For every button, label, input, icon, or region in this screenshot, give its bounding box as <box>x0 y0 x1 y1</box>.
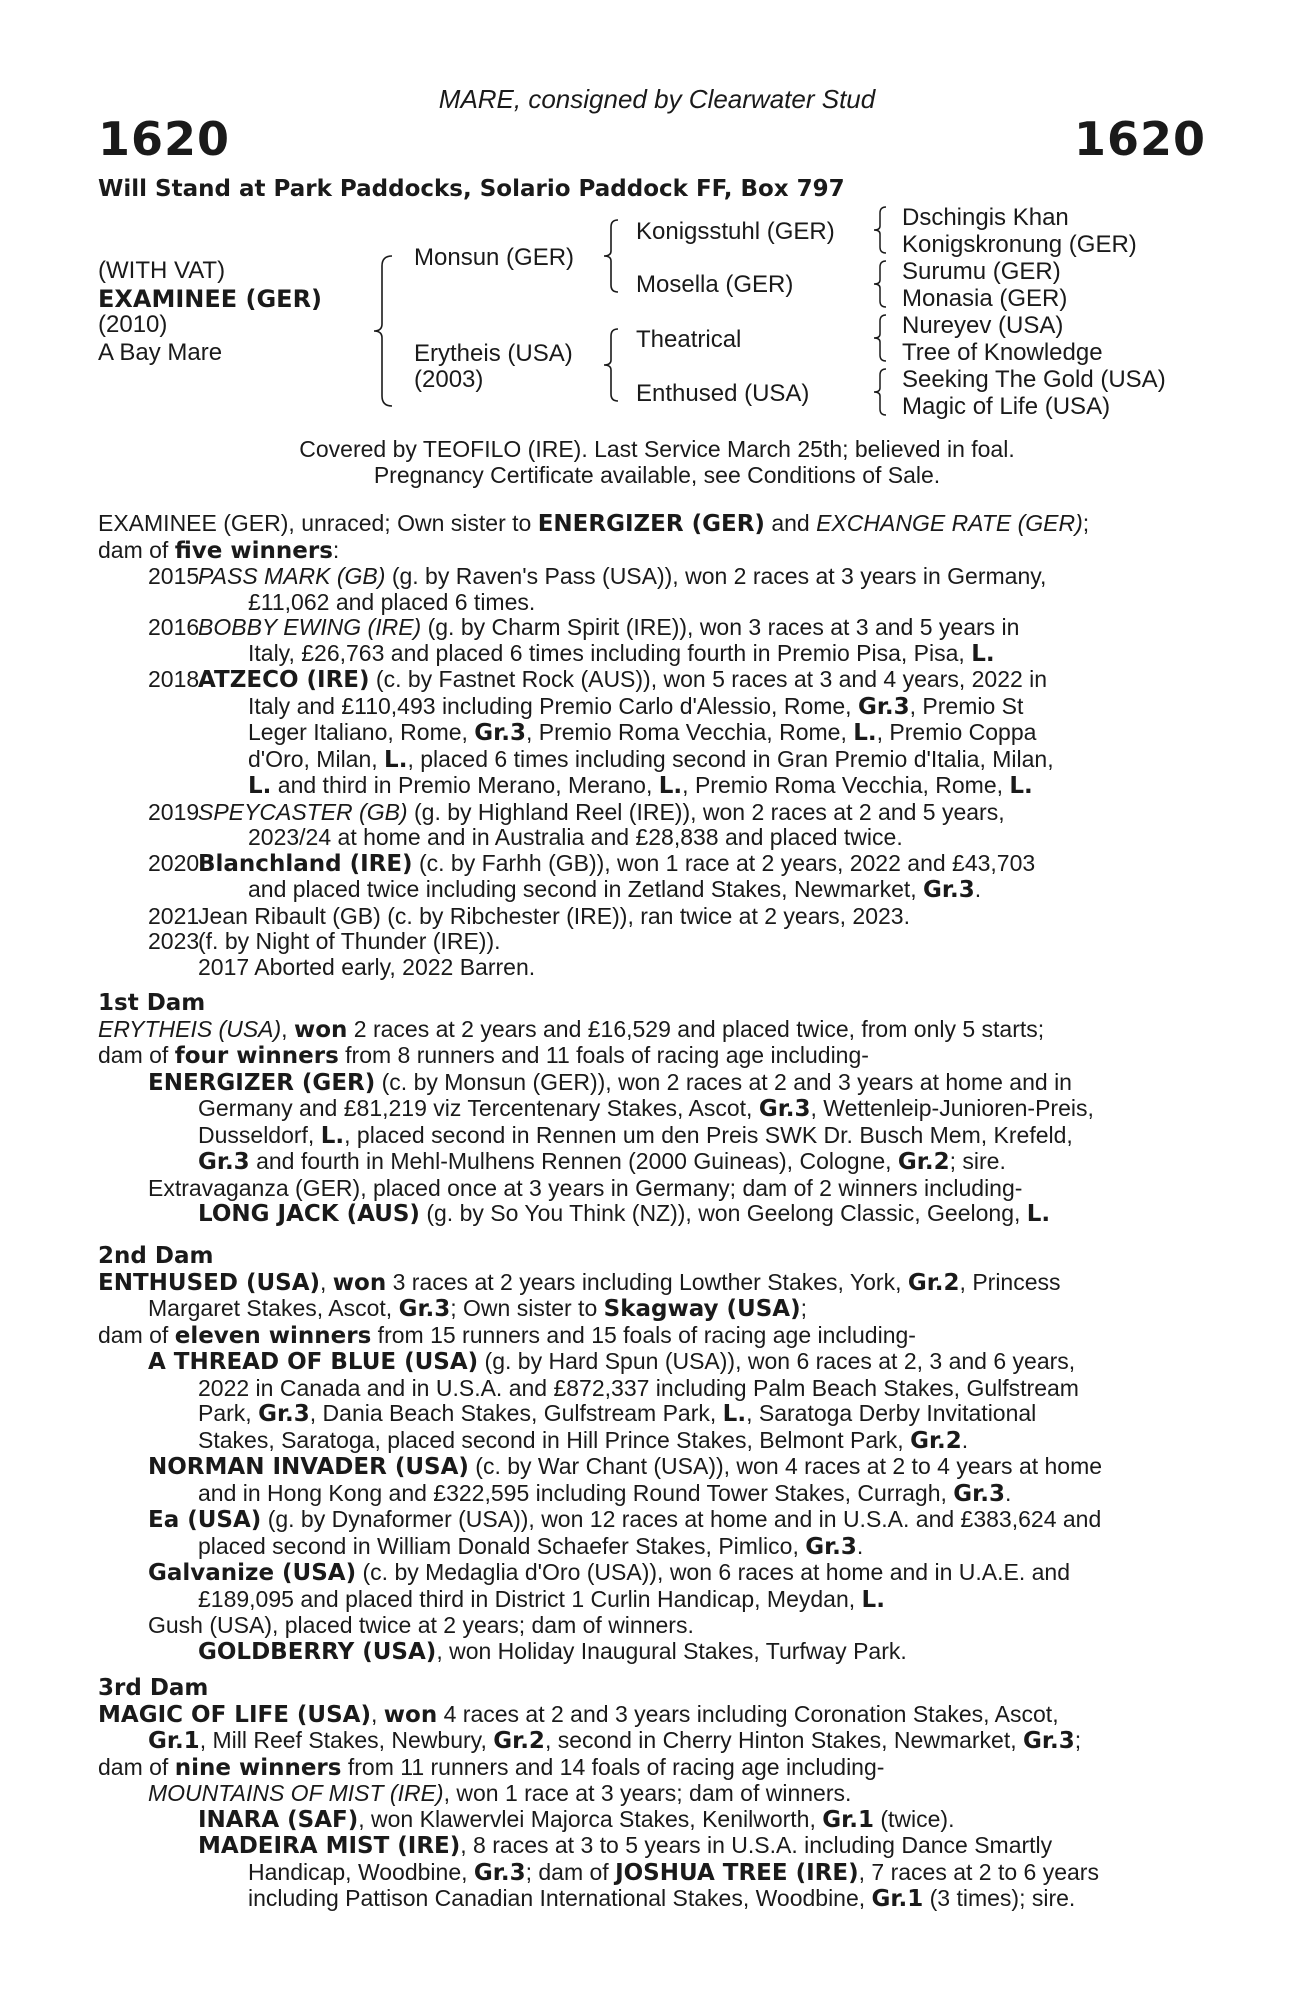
offspring-2020: 2020 Blanchland (IRE) (c. by Farhh (GB)), won 1 race at 2 years, 2022 and £43,703 and placed twice including second in Zetland Stakes, Newmarket, Gr.3. <box>148 849 1036 903</box>
bracket-sire <box>602 218 622 294</box>
sire-dam: Mosella (GER) <box>636 271 794 298</box>
second-dam-heading: 2nd Dam <box>98 1243 214 1269</box>
bracket-ss <box>872 205 890 255</box>
bracket-dam <box>602 327 622 403</box>
covered-note <box>0 436 1314 488</box>
ped-sss: Dschingis Khan <box>902 204 1069 231</box>
bracket-main <box>372 254 396 408</box>
second-dam-section: 2nd Dam ENTHUSED (USA), won 3 races at 2 years including Lowther Stakes, York, Gr.2, Princess Margaret Stakes, Ascot, Gr.3; Own sister to Skagway (USA); dam of eleven winners from 15 runners and 15 foals of racing age including- A THREAD OF BLUE (USA) (g. by Hard Spun (USA)), won 6 races at 2, 3 and 6 years, 2022 in Canada and in U.S.A. and £872,337 including Palm Beach Stakes, Gulfstream Park, Gr.3, Dania Beach Stakes, Gulfstream Park, L., Saratoga Derby Invitational Stakes, Saratoga, placed second in Hill Prince Stakes, Belmont Park, Gr.2. NORMAN INVADER (USA) (c. by War Chant (USA)), won 4 races at 2 to 4 years at home and in Hong Kong and £322,595 including Round Tower Stakes, Curragh, Gr.3. Ea (USA) (g. by Dynaformer (USA)), won 12 races at home and in U.S.A. and £383,624 and placed second in William Donald Schaefer Stakes, Pimlico, Gr.3. Galvanize (USA) (c. by Medaglia d'Oro (USA)), won 6 races at home and in U.A.E. and £189,095 and placed third in District 1 Curlin Handicap, Meydan, L. Gush (USA), placed twice at 2 years; dam of winners. GOLDBERRY (USA), won Holiday Inaugural Stakes, Turfway Park. <box>98 1244 1206 1665</box>
sire-sire: Konigsstuhl (GER) <box>636 218 835 245</box>
dam-name: Erytheis (USA) <box>414 340 573 367</box>
vat-label: (WITH VAT) <box>98 257 226 284</box>
sire-name: Monsun (GER) <box>414 244 575 271</box>
offspring-2018: 2018 ATZECO (IRE) (c. by Fastnet Rock (AUS)), won 5 races at 3 and 4 years, 2022 in Italy and £110,493 including Premio Carlo d'Alessio, Rome, Gr.3, Premio St Leger Italiano, Rome, Gr.3, Premio Roma Vecchia, Rome, L., Premio Coppa d'Oro, Milan, L., placed 6 times including second in Gran Premio d'Italia, Milan, L. and third in Premio Merano, Merano, L., Premio Roma Vecchia, Rome, L. <box>148 666 1054 799</box>
horse-year: (2010) <box>98 311 168 338</box>
offspring-2019: 2019 SPEYCASTER (GB) (g. by Highland Reel (IRE)), won 2 races at 2 and 5 years, 2023/24 at home and in Australia and £28,838 and placed twice. <box>148 798 1005 850</box>
stand-location: Will Stand at Park Paddocks, Solario Paddock FF, Box 797 <box>98 176 845 202</box>
ped-ssd: Konigskronung (GER) <box>902 231 1137 258</box>
ped-dds: Seeking The Gold (USA) <box>902 366 1166 393</box>
ped-dsd: Tree of Knowledge <box>902 339 1103 366</box>
offspring-2016: 2016 BOBBY EWING (IRE) (g. by Charm Spirit (IRE)), won 3 races at 3 and 5 years in Italy, £26,763 and placed 6 times including fourth in Premio Pisa, Pisa, L. <box>148 614 1020 667</box>
offspring-2023: 2023 (f. by Night of Thunder (IRE)). <box>148 928 501 954</box>
covered-line-2: Pregnancy Certificate available, see Conditions of Sale. <box>373 462 941 488</box>
covered-line-1: Covered by TEOFILO (IRE). Last Service March 25th; believed in foal. <box>299 436 1015 462</box>
offspring-2015: 2015 PASS MARK (GB) (g. by Raven's Pass (USA)), won 2 races at 3 years in Germany, £11,062 and placed 6 times. <box>148 563 1047 615</box>
horse-description: A Bay Mare <box>98 339 223 366</box>
dam-year: (2003) <box>414 366 484 393</box>
offspring-other: 2017 Aborted early, 2022 Barren. <box>198 953 536 980</box>
ped-sdd: Monasia (GER) <box>902 285 1068 312</box>
horse-name: EXAMINEE (GER) <box>98 285 323 313</box>
produce-record <box>98 511 1206 980</box>
dam-sire: Theatrical <box>636 326 742 353</box>
offspring-2021: 2021 Jean Ribault (GB) (c. by Ribchester (IRE)), ran twice at 2 years, 2023. <box>148 902 910 929</box>
first-dam-heading: 1st Dam <box>98 990 206 1016</box>
ped-sds: Surumu (GER) <box>902 258 1061 285</box>
first-dam-section: 1st Dam ERYTHEIS (USA), won 2 races at 2 years and £16,529 and placed twice, from only 5 starts; dam of four winners from 8 runners and 11 foals of racing age including- ENERGIZER (GER) (c. by Monsun (GER)), won 2 races at 2 and 3 years at home and in Germany and £81,219 viz Tercentenary Stakes, Ascot, Gr.3, Wettenleip-Junioren-Preis, Dusseldorf, L., placed second in Rennen um den Preis SWK Dr. Busch Mem, Krefeld, Gr.3 and fourth in Mehl-Mulhens Rennen (2000 Guineas), Cologne, Gr.2; sire. Extravaganza (GER), placed once at 3 years in Germany; dam of 2 winners including- LONG JACK (AUS) (g. by So You Think (NZ)), won Geelong Classic, Geelong, L. <box>98 991 1206 1228</box>
bracket-dd <box>872 367 890 417</box>
intro-line-2: dam of five winners: <box>98 536 340 564</box>
lot-number-right: 1620 <box>1073 112 1206 166</box>
ped-ddd: Magic of Life (USA) <box>902 393 1111 420</box>
dam-dam: Enthused (USA) <box>636 380 810 407</box>
lot-number-left: 1620 <box>98 112 231 166</box>
bracket-ds <box>872 313 890 363</box>
intro-line-1: EXAMINEE (GER), unraced; Own sister to ENERGIZER (GER) and EXCHANGE RATE (GER); <box>98 510 1090 537</box>
ped-dss: Nureyev (USA) <box>902 312 1064 339</box>
consignment-line: MARE, consigned by Clearwater Stud <box>438 84 876 114</box>
third-dam-section: 3rd Dam MAGIC OF LIFE (USA), won 4 races at 2 and 3 years including Coronation Stakes, Ascot, Gr.1, Mill Reef Stakes, Newbury, Gr.2, second in Cherry Hinton Stakes, Newmarket, Gr.3; dam of nine winners from 11 runners and 14 foals of racing age including- MOUNTAINS OF MIST (IRE), won 1 race at 3 years; dam of winners. INARA (SAF), won Klawervlei Majorca Stakes, Kenilworth, Gr.1 (twice). MADEIRA MIST (IRE), 8 races at 3 to 5 years in U.S.A. including Dance Smartly Handicap, Woodbine, Gr.3; dam of JOSHUA TREE (IRE), 7 races at 2 to 6 years including Pattison Canadian International Stakes, Woodbine, Gr.1 (3 times); sire. <box>98 1676 1206 1913</box>
third-dam-heading: 3rd Dam <box>98 1675 209 1701</box>
bracket-sd <box>872 259 890 309</box>
